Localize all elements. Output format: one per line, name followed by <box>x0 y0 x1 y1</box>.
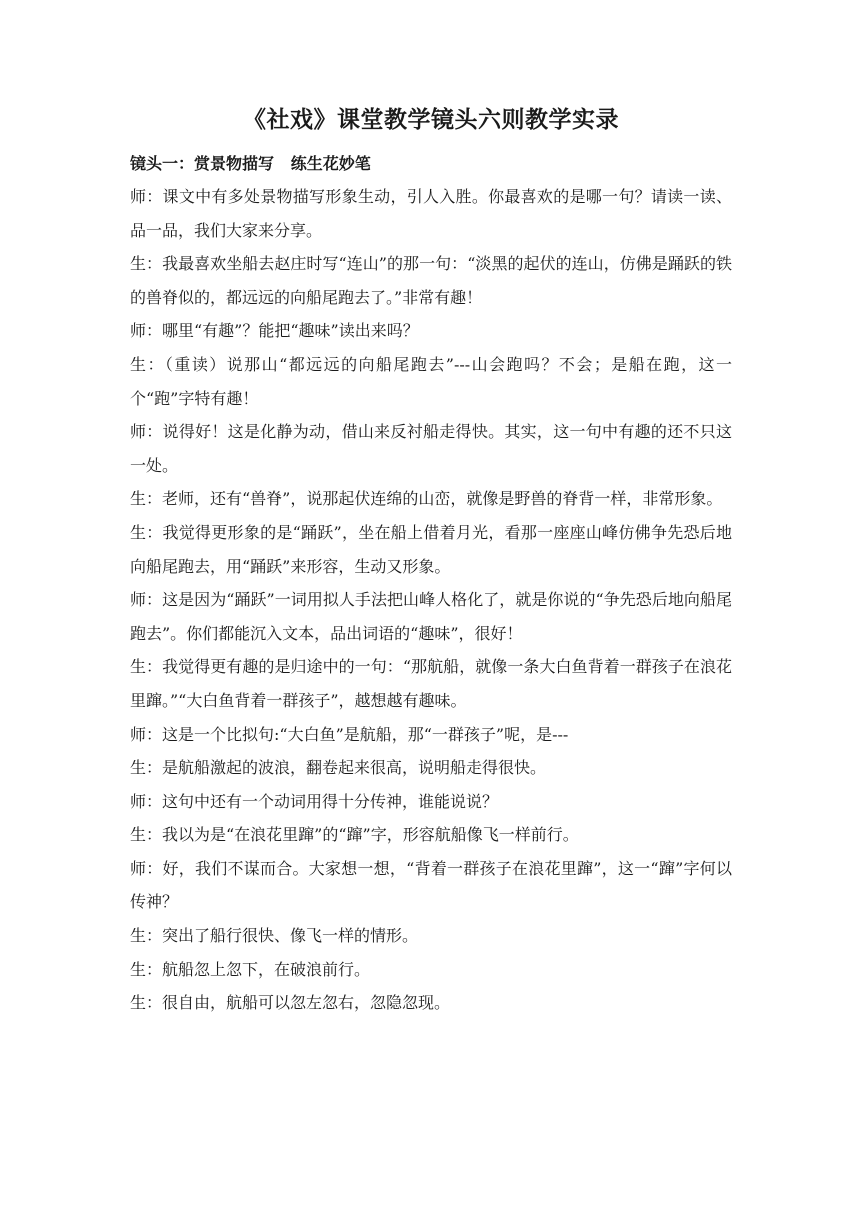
dialogue-paragraph: 生：是航船激起的波浪，翻卷起来很高，说明船走得很快。 <box>130 758 547 778</box>
dialogue-paragraph: 生：航船忽上忽下，在破浪前行。 <box>130 959 371 979</box>
document-page <box>130 100 732 1020</box>
dialogue-paragraph: 师：这是因为“踊跃”一词用拟人手法把山峰人格化了，就是你说的“争先恐后地向船尾跑去”。你们都能沉入文本，品出词语的“趣味”，很好！ <box>130 590 732 643</box>
dialogue-paragraph: 师：哪里“有趣”？能把“趣味”读出来吗？ <box>130 321 419 341</box>
dialogue-paragraph: 师：课文中有多处景物描写形象生动，引人入胜。你最喜欢的是哪一句？请读一读、品一品，我们大家来分享。 <box>130 187 732 240</box>
dialogue-paragraph: 师：好，我们不谋而合。大家想一想，“背着一群孩子在浪花里蹿”，这一“蹿”字何以传神？ <box>130 858 732 912</box>
dialogue-paragraph: 生：突出了船行很快、像飞一样的情形。 <box>130 926 419 946</box>
document-title: 《社戏》课堂教学镜头六则教学实录 <box>243 106 619 133</box>
dialogue-paragraph: 生：我觉得更形象的是“踊跃”，坐在船上借着月光，看那一座座山峰仿佛争先恐后地向船尾跑去，用“踊跃”来形容，生动又形象。 <box>130 522 732 576</box>
dialogue-paragraph: 生：（重读）说那山“都远远的向船尾跑去”---山会跑吗？不会；是船在跑，这一个“跑”字特有趣！ <box>130 354 732 408</box>
dialogue-paragraph: 生：老师，还有“兽脊”，说那起伏连绵的山峦，就像是野兽的脊背一样，非常形象。 <box>130 489 723 509</box>
dialogue-paragraph: 生：我最喜欢坐船去赵庄时写“连山”的那一句：“淡黑的起伏的连山，仿佛是踊跃的铁的兽脊似的，都远远的向船尾跑去了。”非常有趣！ <box>130 254 732 307</box>
dialogue-paragraph: 师：这句中还有一个动词用得十分传神，谁能说说？ <box>130 791 499 811</box>
dialogue-paragraph: 生：我觉得更有趣的是归途中的一句：“那航船，就像一条大白鱼背着一群孩子在浪花里蹿。”“大白鱼背着一群孩子”，越想越有趣味。 <box>130 657 732 710</box>
dialogue-paragraph: 师：这是一个比拟句:“大白鱼”是航船，那“一群孩子”呢，是--- <box>130 724 569 744</box>
section-heading: 镜头一：赏景物描写 练生花妙笔 <box>130 154 371 173</box>
dialogue-paragraph: 生：很自由，航船可以忽左忽右，忽隐忽现。 <box>130 993 451 1013</box>
dialogue-paragraph: 师：说得好！这是化静为动，借山来反衬船走得快。其实，这一句中有趣的还不只这一处。 <box>130 422 732 475</box>
dialogue-paragraph: 生：我以为是“在浪花里蹿”的“蹿”字，形容航船像飞一样前行。 <box>130 825 579 845</box>
